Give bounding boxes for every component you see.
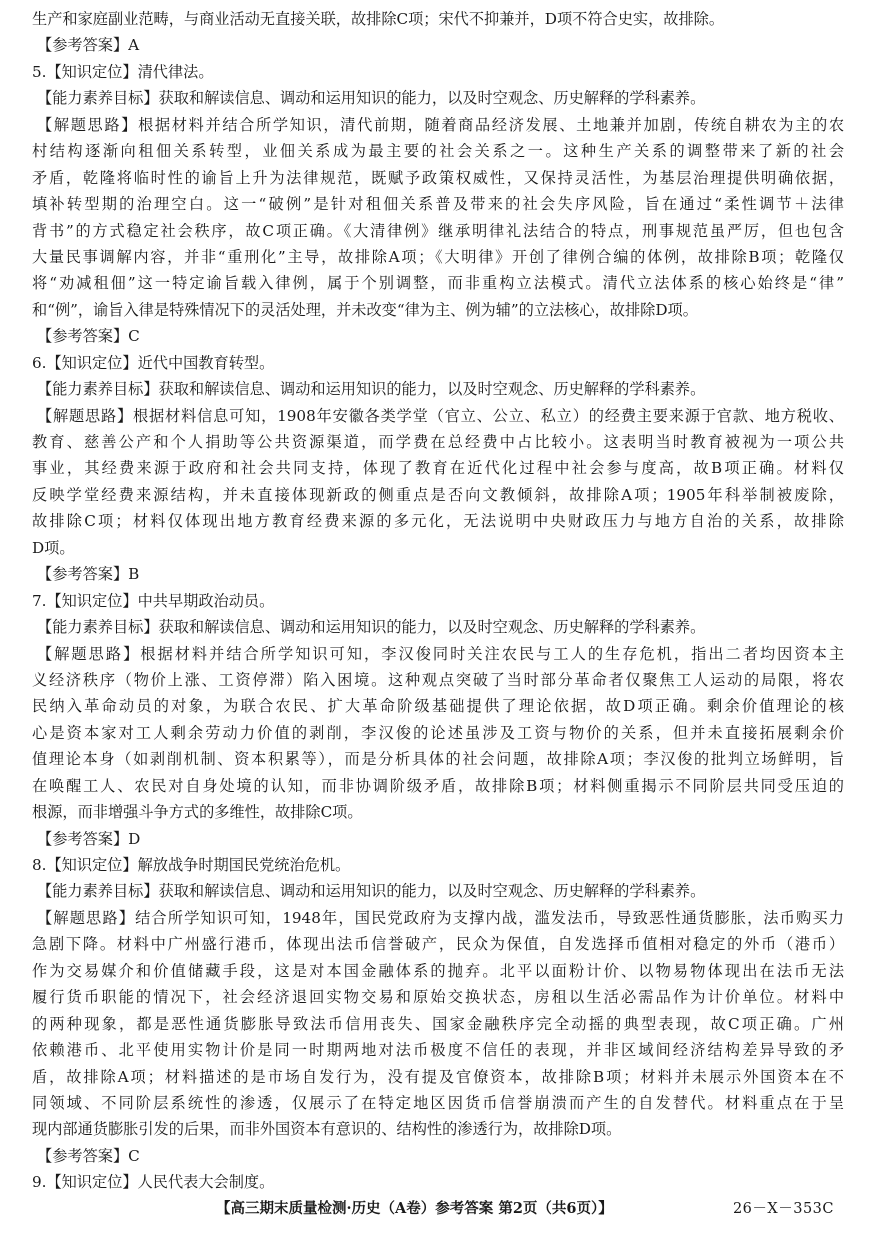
text-line: 作为交易媒介和价值储藏手段，这是对本国金融体系的抛弃。北平以面粉计价、以物易物体现出在法币无法 (32, 961, 844, 980)
text-line: 6.【知识定位】近代中国教育转型。 (32, 353, 275, 372)
text-line: 【参考答案】C (37, 327, 140, 346)
text-line: 【解题思路】结合所学知识可知，1948年，国民党政府为支撑内战，滥发法币，导致恶性通货膨胀，法币购买力 (37, 908, 844, 927)
text-line: 依赖港币、北平使用实物计价是同一时期两地对法币极度不信任的表现，并非区域间经济结构差异导致的矛 (32, 1041, 844, 1060)
text-line: 矛盾，乾隆将临时性的谕旨上升为法律规范，既赋予政策权威性，又保持灵活性，为基层治理提供明确依据， (32, 168, 844, 187)
page-footer (0, 1197, 870, 1223)
text-line: 反映学堂经费来源结构，并未直接体现新政的侧重点是否向文教倾斜，故排除A项；1905年科举制被废除， (32, 485, 844, 504)
text-line: 【能力素养目标】获取和解读信息、调动和运用知识的能力，以及时空观念、历史解释的学科素养。 (37, 89, 706, 108)
text-line: 和“例”，谕旨入律是特殊情况下的灵活处理，并未改变“律为主、例为辅”的立法核心，故排除D项。 (32, 300, 698, 319)
text-line: 义经济秩序（物价上涨、工资停滞）陷入困境。这种观点突破了当时部分革命者仅聚焦工人运动的局限，将农 (32, 670, 844, 689)
text-line: 【能力素养目标】获取和解读信息、调动和运用知识的能力，以及时空观念、历史解释的学科素养。 (37, 380, 706, 399)
text-line: 生产和家庭副业范畴，与商业活动无直接关联，故排除C项；宋代不抑兼并，D项不符合史实，故排除。 (32, 10, 725, 28)
text-line: 根源，而非增强斗争方式的多维性，故排除C项。 (32, 803, 363, 822)
footer-title: 【高三期末质量检测·历史（A卷）参考答案 第2页（共6页）】 (216, 1200, 613, 1217)
text-line: 的两种现象，都是恶性通货膨胀导致法币信用丧失、国家金融秩序完全动摇的典型表现，故C项正确。广州 (32, 1014, 844, 1033)
footer-code: 26－X－353C (732, 1201, 834, 1217)
text-line: 在唤醒工人、农民对自身处境的认知，而非协调阶级矛盾，故排除B项；材料侧重揭示不同阶层共同受压迫的 (32, 776, 844, 795)
text-line: 【解题思路】根据材料并结合所学知识可知，李汉俊同时关注农民与工人的生存危机，指出二者均因资本主 (37, 644, 844, 663)
text-line: 背书”的方式稳定社会秩序，故C项正确。《大清律例》继承明律礼法结合的特点，刑事规范虽严厉，但也包含 (32, 221, 844, 240)
text-line: 民纳入革命动员的对象，为联合农民、扩大革命阶级基础提供了理论依据，故D项正确。剩余价值理论的核 (32, 697, 844, 716)
text-line: 8.【知识定位】解放战争时期国民党统治危机。 (32, 856, 351, 874)
text-line: 大量民事调解内容，并非“重刑化”主导，故排除A项；《大明律》开创了律例合编的体例，故排除B项；乾隆仅 (32, 247, 844, 266)
text-line: 将“劝减租佃”这一特定谕旨载入律例，属于个别调整，而非重构立法模式。清代立法体系的核心始终是“律” (32, 274, 844, 293)
text-line: 同领域、不同阶层系统性的渗透，仅展示了在特定地区因货币信誉崩溃而产生的自发替代。材料重点在于呈 (32, 1093, 844, 1112)
text-line: 履行货币职能的情况下，社会经济退回实物交易和原始交换状态，房租以生活必需品作为计价单位。材料中 (32, 988, 844, 1007)
text-line: 【解题思路】根据材料并结合所学知识，清代前期，随着商品经济发展、土地兼并加剧，传统自耕农为主的农 (37, 115, 844, 134)
text-line: 9.【知识定位】人民代表大会制度。 (32, 1173, 275, 1192)
text-line: 教育、慈善公产和个人捐助等公共资源渠道，而学费在总经费中占比较小。这表明当时教育被视为一项公共 (32, 433, 844, 451)
text-line: 急剧下降。材料中广州盛行港币，体现出法币信誉破产，民众为保值，自发选择币值相对稳定的外币（港币） (32, 935, 844, 954)
answer-text-body (32, 6, 844, 1196)
text-line: 故排除C项；材料仅体现出地方教育经费来源的多元化，无法说明中央财政压力与地方自治的关系，故排除 (32, 512, 844, 531)
text-line: 【参考答案】D (37, 829, 141, 848)
text-line: 事业，其经费来源于政府和社会共同支持，体现了教育在近代化过程中社会参与度高，故B项正确。材料仅 (32, 459, 844, 478)
text-line: 现内部通货膨胀引发的后果，而非外国资本有意识的、结构性的渗透行为，故排除D项。 (32, 1120, 622, 1139)
text-line: 【解题思路】根据材料信息可知，1908年安徽各类学堂（官立、公立、私立）的经费主要来源于官款、地方税收、 (37, 406, 844, 425)
text-line: 【能力素养目标】获取和解读信息、调动和运用知识的能力，以及时空观念、历史解释的学科素养。 (37, 882, 706, 901)
text-line: 填补转型期的治理空白。这一“破例”是针对租佃关系普及带来的社会失序风险，旨在通过“柔性调节＋法律 (32, 195, 844, 214)
text-line: 心是资本家对工人剩余劳动力价值的剥削，李汉俊的论述虽涉及工资与物价的关系，但并未直接拓展剩余价 (32, 723, 844, 742)
text-line: 【能力素养目标】获取和解读信息、调动和运用知识的能力，以及时空观念、历史解释的学科素养。 (37, 618, 706, 637)
text-line: 7.【知识定位】中共早期政治动员。 (32, 591, 275, 610)
text-line: 村结构逐渐向租佃关系转型，业佃关系成为最主要的社会关系之一。这种生产关系的调整带来了新的社会 (32, 142, 844, 161)
text-line: D项。 (32, 538, 75, 557)
text-line: 【参考答案】A (37, 36, 140, 55)
text-line: 5.【知识定位】清代律法。 (32, 62, 214, 81)
text-line: 【参考答案】B (37, 565, 140, 584)
text-line: 盾，故排除A项；材料描述的是市场自发行为，没有提及官僚资本，故排除B项；材料并未展示外国资本在不 (32, 1067, 844, 1086)
text-line: 值理论本身（如剥削机制、资本积累等），而是分析具体的社会问题，故排除A项；李汉俊的批判立场鲜明，旨 (32, 750, 844, 769)
text-line: 【参考答案】C (37, 1146, 140, 1165)
